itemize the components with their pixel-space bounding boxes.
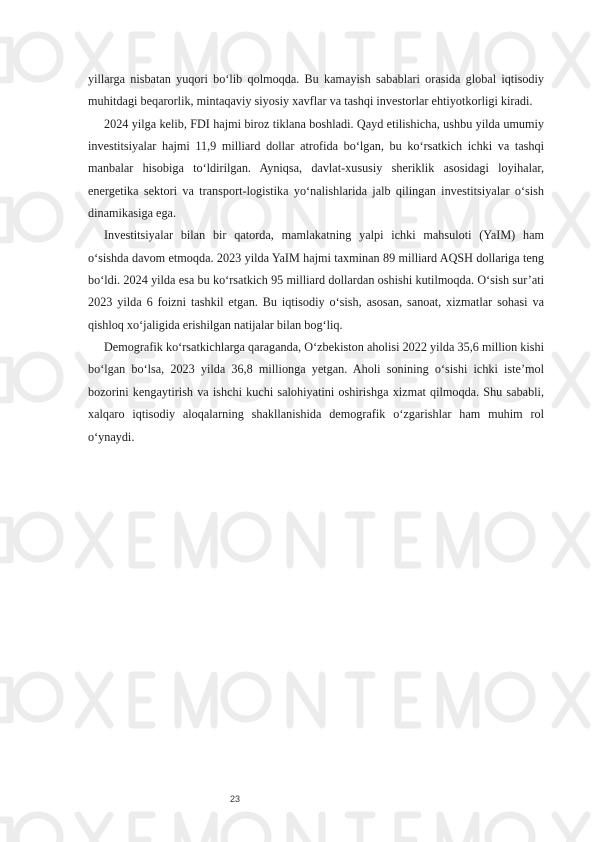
paragraph-3: Investitsiyalar bilan bir qatorda, mamlakatning yalpi ichki mahsuloti (YaIM) ham o‘sishda davom etmoqda. 2023 yilda YaIM hajmi taxminan 89 milliard AQSH dollariga teng bo‘ldi. 2024 yilda esa bu ko‘rsatkich 95 milliard dollardan oshishi kutilmoqda. O‘sish sur’ati 2023 yilda 6 foizni tashkil etgan. Bu iqtisodiy o‘sish, asosan, sanoat, xizmatlar sohasi va qishloq xo‘jaligida erishilgan natijalar bilan bog‘liq.	[88, 228, 544, 332]
paragraph-1: yillarga nisbatan yuqori bo‘lib qolmoqda. Bu kamayish sabablari orasida global iqtisodiy muhitdagi beqarorlik, mintaqaviy siyosiy xavflar va tashqi investorlar ehtiyotkorligi kiradi.	[88, 72, 544, 109]
paragraph-2: 2024 yilga kelib, FDI hajmi biroz tiklana boshladi. Qayd etilishicha, ushbu yilda umumiy investitsiyalar hajmi 11,9 milliard dollar atrofida bo‘lgan, bu ko‘rsatkich ichki va tashqi manbalar hisobiga to‘ldirilgan. Ayniqsa, davlat-xususiy sheriklik asosidagi loyihalar, energetika sektori va transport-logistika yo‘nalishlarida jalb qilingan investitsiyalar o‘sish dinamikasiga ega.	[88, 116, 544, 221]
document-body	[88, 68, 544, 448]
page-number: 23	[230, 794, 241, 804]
paragraph-4: Demografik ko‘rsatkichlarga qaraganda, O‘zbekiston aholisi 2022 yilda 35,6 million kishi bo‘lgan bo‘lsa, 2023 yilda 36,8 millionga yetgan. Aholi sonining o‘sishi ichki iste’mol bozorini kengaytirish va ishchi kuchi salohiyatini oshirishga xizmat qilmoqda. Shu sababli, xalqaro iqtisodiy aloqalarning shakllanishida demografik o‘zgarishlar ham muhim rol o‘ynaydi.	[88, 340, 544, 444]
